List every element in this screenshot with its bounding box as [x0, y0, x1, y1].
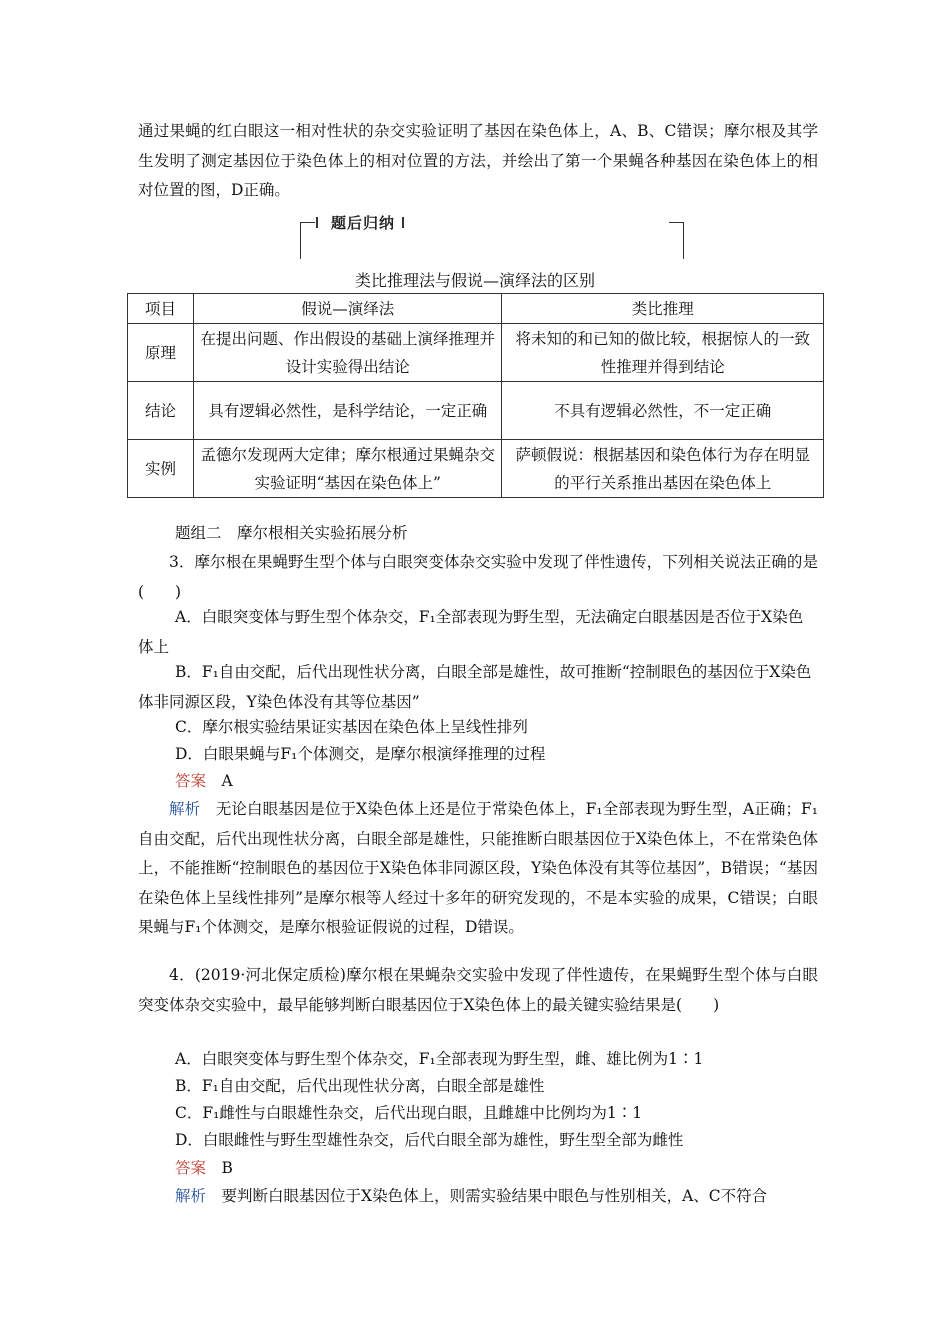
analysis-label: 解析 — [169, 800, 201, 818]
q4-answer-line — [175, 1154, 820, 1184]
q4-analysis — [175, 1182, 820, 1212]
table-header-cell: 假说—演绎法 — [193, 294, 502, 324]
analysis-text: 要判断白眼基因位于X染色体上，则需实验结果中眼色与性别相关，A、C不符合 — [221, 1187, 768, 1205]
answer-label: 答案 — [175, 1159, 207, 1177]
table-cell-item: 原理 — [128, 324, 194, 382]
q4-stem: 4．(2019·河北保定质检)摩尔根在果蝇杂交实验中发现了伴性遗传，在果蝇野生型个体与白眼突变体杂交实验中，最早能够判断白眼基因位于X染色体上的最关键实验结果是( ) — [138, 966, 818, 1014]
q3-option-d: D．白眼果蝇与F₁个体测交，是摩尔根演绎推理的过程 — [175, 745, 546, 763]
table-cell-analog: 萨顿假说：根据基因和染色体行为存在明显的平行关系推出基因在染色体上 — [502, 440, 824, 498]
q4-option-b: B．F₁自由交配，后代出现性状分离，白眼全部是雄性 — [175, 1077, 545, 1095]
table-title: 类比推理法与假说—演绎法的区别 — [354, 271, 595, 290]
bracket-left — [300, 222, 315, 259]
table-header-cell: 项目 — [128, 294, 194, 324]
table-cell-analog: 将未知的和已知的做比较，根据惊人的一致性推理并得到结论 — [502, 324, 824, 382]
q3-stem: 3．摩尔根在果蝇野生型个体与白眼突变体杂交实验中发现了伴性遗传，下列相关说法正确的是( ) — [138, 553, 818, 601]
section-title: 题组二 摩尔根相关实验拓展分析 — [175, 524, 408, 542]
table-cell-hypo: 具有逻辑必然性，是科学结论，一定正确 — [193, 382, 502, 440]
summary-header — [300, 212, 684, 258]
q3-option-b: B．F₁自由交配，后代出现性状分离，白眼全部是雄性，故可推断“控制眼色的基因位于X染色体非同源区段，Y染色体没有其等位基因” — [138, 663, 812, 711]
comparison-table — [127, 293, 824, 498]
q3-option-c: C．摩尔根实验结果证实基因在染色体上呈线性排列 — [175, 718, 528, 736]
analysis-label: 解析 — [175, 1187, 207, 1205]
q4-option-c: C．F₁雌性与白眼雄性杂交，后代出现白眼，且雌雄中比例均为1∶1 — [175, 1104, 643, 1122]
answer-value: A — [221, 772, 233, 790]
table-row — [128, 324, 824, 382]
table-cell-hypo: 在提出问题、作出假设的基础上演绎推理并设计实验得出结论 — [193, 324, 502, 382]
table-cell-hypo: 孟德尔发现两大定律；摩尔根通过果蝇杂交实验证明“基因在染色体上” — [193, 440, 502, 498]
table-row — [128, 440, 824, 498]
table-row — [128, 382, 824, 440]
table-header-row — [128, 294, 824, 324]
answer-value: B — [221, 1159, 233, 1177]
q3-option-a: A．白眼突变体与野生型个体杂交，F₁全部表现为野生型，无法确定白眼基因是否位于X染色体上 — [138, 608, 804, 656]
q4-option-d: D．白眼雌性与野生型雄性杂交，后代白眼全部为雄性，野生型全部为雌性 — [175, 1131, 684, 1149]
q3-answer-line — [175, 767, 820, 797]
analysis-text: 无论白眼基因是位于X染色体上还是位于常染色体上，F₁全部表现为野生型，A正确；F₁自由交配，后代出现性状分离，白眼全部是雄性，只能推断白眼基因位于X染色体上，不在常染色体上，不能推断“控制眼色的基因位于X染色体非同源区段，Y染色体没有其等位基因”，B错误；“基因在染色体上呈线性排列”是摩尔根等人经过十多年的研究发现的，不是本实验的成果，C错误；白眼果蝇与F₁个体测交，是摩尔根验证假说的过程，D错误。 — [138, 800, 818, 936]
summary-title: 题后归纳 — [331, 214, 396, 232]
intro-paragraph: 通过果蝇的红白眼这一相对性状的杂交实验证明了基因在染色体上，A、B、C错误；摩尔根及其学生发明了测定基因位于染色体上的相对位置的方法，并绘出了第一个果蝇各种基因在染色体上的相对位置的图，D正确。 — [138, 122, 818, 199]
bracket-right — [669, 222, 684, 259]
q4-option-a: A．白眼突变体与野生型个体杂交，F₁全部表现为野生型，雌、雄比例为1∶1 — [175, 1050, 704, 1068]
q3-analysis — [138, 795, 818, 943]
table-cell-analog: 不具有逻辑必然性，不一定正确 — [502, 382, 824, 440]
answer-label: 答案 — [175, 772, 207, 790]
table-header-cell: 类比推理 — [502, 294, 824, 324]
tick-right — [402, 217, 404, 228]
table-cell-item: 结论 — [128, 382, 194, 440]
tick-left — [316, 217, 318, 228]
table-cell-item: 实例 — [128, 440, 194, 498]
